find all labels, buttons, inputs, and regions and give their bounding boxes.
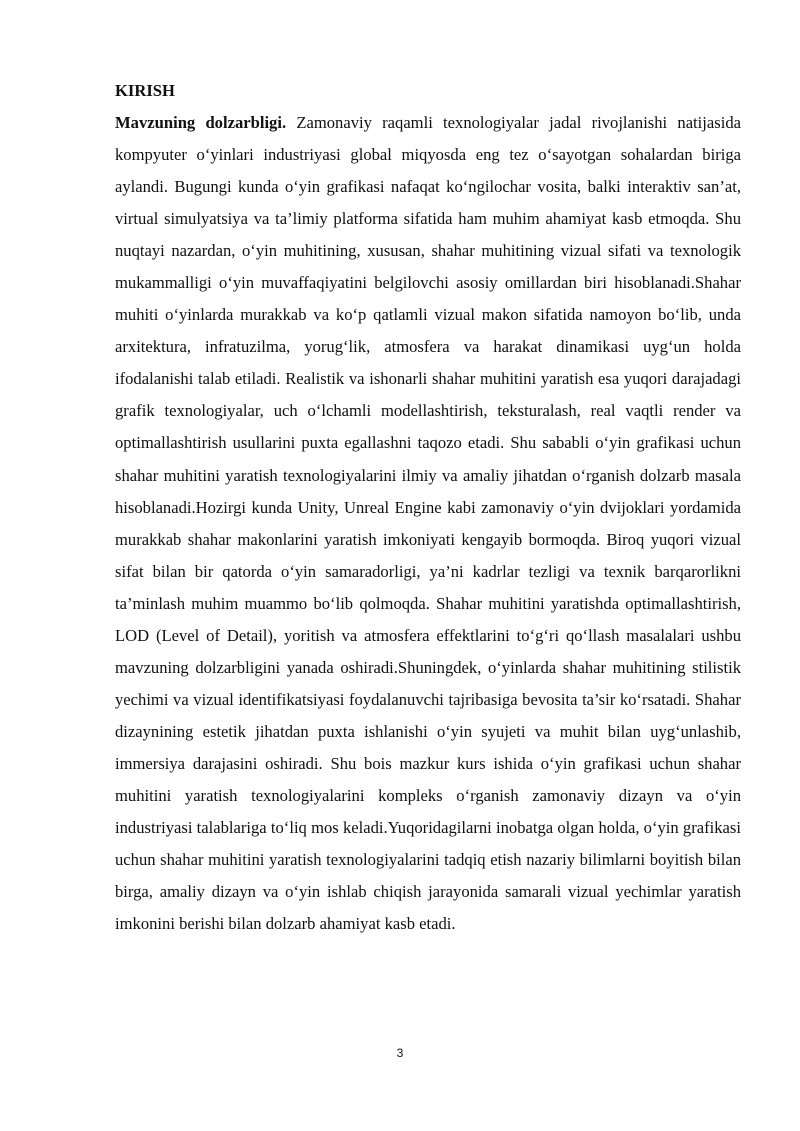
paragraph-text: Zamonaviy raqamli texnologiyalar jadal rivojlanishi natijasida kompyuter o‘yinlari industriyasi global miqyosda eng tez o‘sayotgan sohalardan biriga aylandi. Bugungi kunda o‘yin grafikasi nafaqat ko‘ngilochar vosita, balki interaktiv san’at, virtual simulyatsiya va ta’limiy platforma sifatida ham muhim ahamiyat kasb etmoqda. Shu nuqtayi nazardan, o‘yin muhitining, xususan, shahar muhitining vizual sifati va texnologik mukammalligi o‘yin muvaffaqiyatini belgilovchi asosiy omillardan biri hisoblanadi.Shahar muhiti o‘yinlarda murakkab va ko‘p qatlamli vizual makon sifatida namoyon bo‘lib, unda arxitektura, infratuzilma, yorug‘lik, atmosfera va harakat dinamikasi uyg‘un holda ifodalanishi talab etiladi. Realistik va ishonarli shahar muhitini yaratish esa yuqori darajadagi grafik texnologiyalar, uch o‘lchamli modellashtirish, teksturalash, real vaqtli render va optimallashtirish usullarini puxta egallashni taqozo etadi. Shu sababli o‘yin grafikasi uchun shahar muhitini yaratish texnologiyalarini ilmiy va amaliy jihatdan o‘rganish dolzarb masala hisoblanadi.Hozirgi kunda Unity, Unreal Engine kabi zamonaviy o‘yin dvijoklari yordamida murakkab shahar makonlarini yaratish imkoniyati kengayib bormoqda. Biroq yuqori vizual sifat bilan bir qatorda o‘yin samaradorligi, ya’ni kadrlar tezligi va texnik barqarorlikni ta’minlash muhim muammo bo‘lib qolmoqda. Shahar muhitini yaratishda optimallashtirish, LOD (Level of Detail), yoritish va atmosfera effektlarini to‘g‘ri qo‘llash masalalari ushbu mavzuning dolzarbligini yanada oshiradi.Shuningdek, o‘yinlarda shahar muhitining stilistik yechimi va vizual identifikatsiyasi foydalanuvchi tajribasiga bevosita ta’sir ko‘rsatadi. Shahar dizaynining estetik jihatdan puxta ishlanishi o‘yin syujeti va muhit bilan uyg‘unlashib, immersiya darajasini oshiradi. Shu bois mazkur kurs ishida o‘yin grafikasi uchun shahar muhitini yaratish texnologiyalarini kompleks o‘rganish zamonaviy dizayn va o‘yin industriyasi talablariga to‘liq mos keladi.Yuqoridagilarni inobatga olgan holda, o‘yin grafikasi uchun shahar muhitini yaratish texnologiyalarini tadqiq etish nazariy bilimlarni boyitish bilan birga, amaliy dizayn va o‘yin ishlab chiqish jarayonida samarali vizual yechimlar yaratish imkonini berishi bilan dolzarb ahamiyat kasb etadi. bbox=[115, 113, 741, 934]
page-number: 3 bbox=[396, 1046, 404, 1060]
body-paragraph bbox=[115, 107, 741, 940]
section-heading: KIRISH bbox=[115, 81, 175, 100]
paragraph-lead: Mavzuning dolzarbligi. bbox=[115, 113, 287, 132]
document-page bbox=[115, 72, 741, 940]
